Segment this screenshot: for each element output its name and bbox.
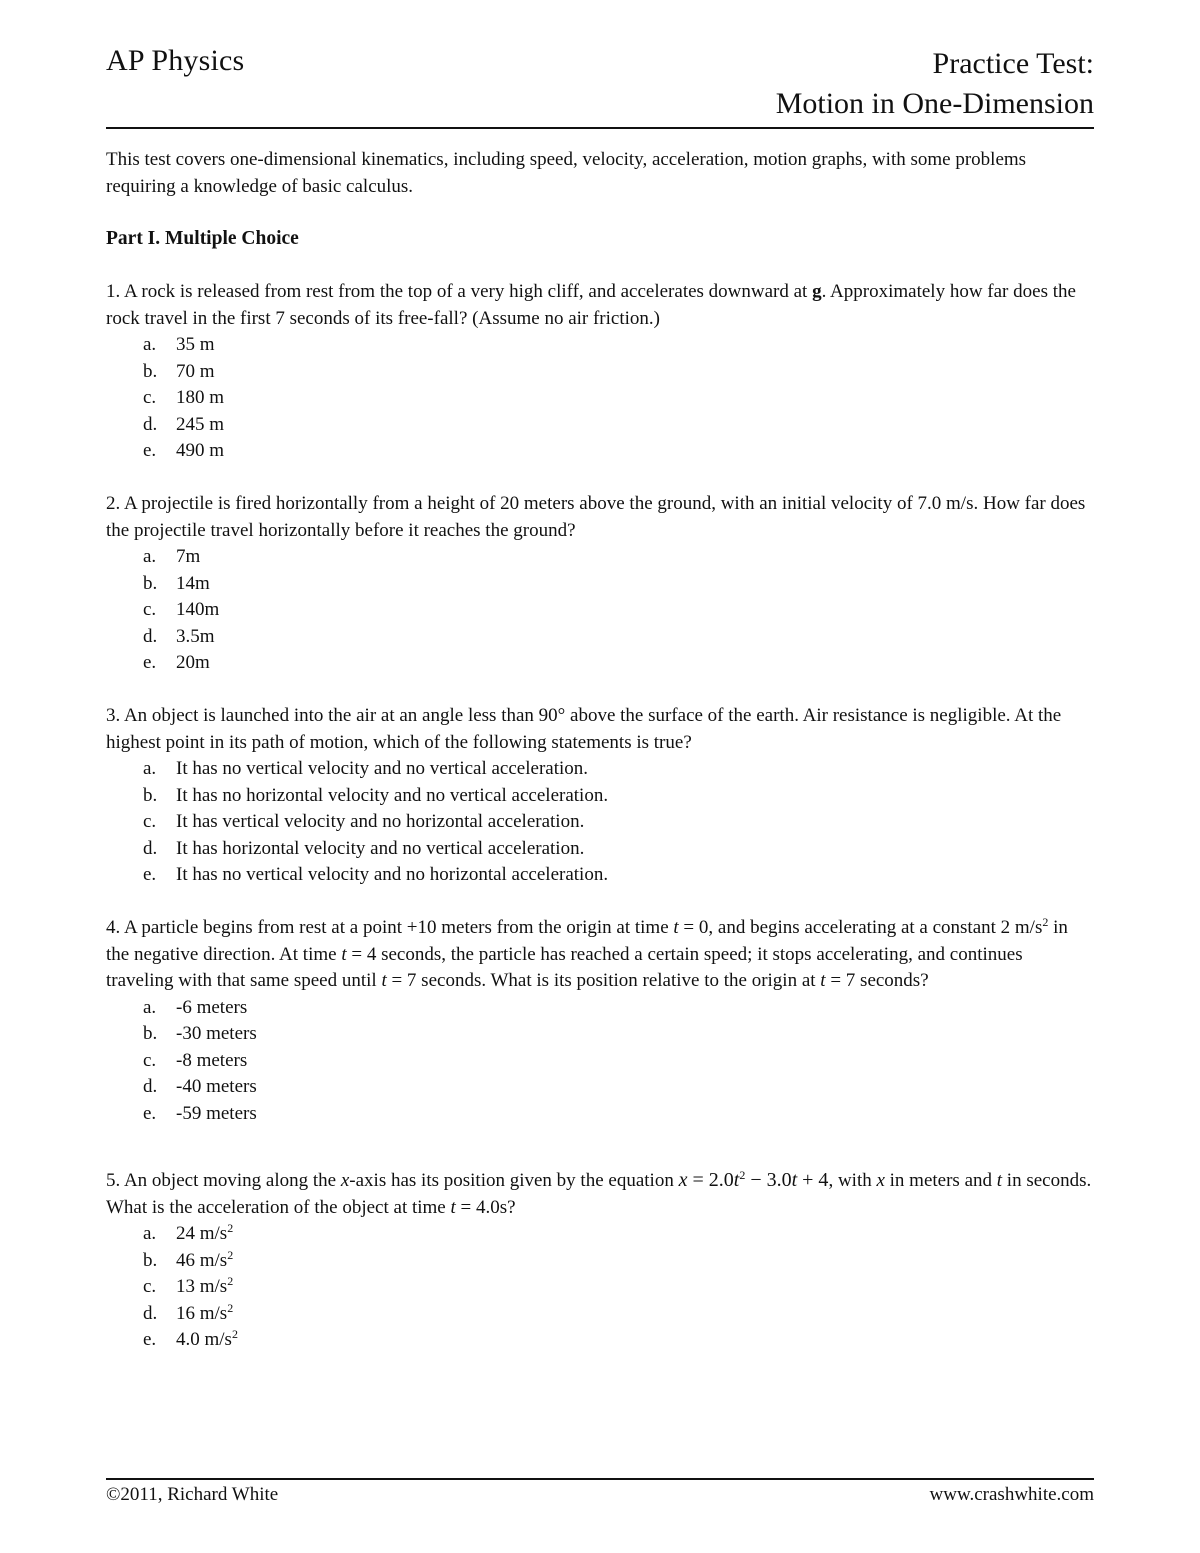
choice-value: 16 xyxy=(176,1302,195,1324)
unit-exponent: 2 xyxy=(227,1221,234,1235)
choice-text xyxy=(176,1221,233,1248)
choice-unit: m/s xyxy=(204,1329,232,1350)
choice-unit: m/s xyxy=(199,1223,228,1244)
choice-letter: c. xyxy=(143,1049,157,1071)
choice-text: -6 meters xyxy=(176,996,248,1018)
answer-choice xyxy=(143,783,1094,810)
choice-letter: a. xyxy=(143,546,157,567)
choice-letter: d. xyxy=(143,413,158,435)
answer-choice xyxy=(143,756,1094,783)
choice-text: 20m xyxy=(176,652,210,673)
intro-paragraph: This test covers one-dimensional kinematics, including speed, velocity, acceleration, motion graphs, with some problems requiring a knowledge of basic calculus. xyxy=(106,149,1027,197)
choice-text: 14m xyxy=(176,572,210,594)
answer-choice xyxy=(143,359,1094,386)
unit-exponent: 2 xyxy=(227,1247,234,1262)
choice-text: -8 meters xyxy=(176,1049,248,1071)
choice-letter: e. xyxy=(143,652,157,673)
choice-text xyxy=(176,1301,233,1328)
choice-unit: m/s xyxy=(199,1276,228,1297)
choice-text: It has vertical velocity and no horizontal acceleration. xyxy=(176,811,585,832)
test-content xyxy=(106,147,1094,1354)
question-text-part: A rock is released from rest from the top of a very high cliff, and accelerates downward at xyxy=(123,281,813,302)
copyright-notice: ©2011, Richard White xyxy=(106,1484,279,1505)
question-text-part: A projectile is fired horizontally from a height of 20 meters above the ground, with an initial velocity of 7.0 m/s. How far does the projectile travel horizontally before it reaches the ground? xyxy=(106,493,1086,541)
part-heading: Part I. Multiple Choice xyxy=(106,228,299,249)
answer-choices xyxy=(106,1221,1094,1354)
choice-letter: a. xyxy=(143,996,157,1018)
answer-choice xyxy=(143,836,1094,863)
equation-exponent: 2 xyxy=(739,1168,746,1182)
choice-letter: a. xyxy=(143,334,157,355)
choice-text: 35 m xyxy=(176,334,215,355)
unit-exponent: 2 xyxy=(227,1274,234,1288)
time-variable: t xyxy=(381,970,387,991)
question-text-part: . Approximately how far does the rock travel in the first 7 seconds of its free-fall? (Assume no air friction.) xyxy=(106,281,1076,329)
choice-text: 140m xyxy=(176,599,220,620)
x-variable: x xyxy=(876,1170,885,1191)
answer-choices xyxy=(106,544,1094,677)
choice-text: It has no vertical velocity and no horizontal acceleration. xyxy=(176,864,609,885)
website-link[interactable]: www.crashwhite.com xyxy=(929,1484,1094,1505)
choice-text: 490 m xyxy=(176,440,225,461)
choice-text: 180 m xyxy=(176,387,225,408)
question-text-part: An object is launched into the air at an angle less than 90° above the surface of the earth. Air resistance is negligible. At the highest point in its path of motion, which of the following statements is true? xyxy=(106,705,1062,753)
test-title xyxy=(776,44,1094,124)
test-title-line-1: Practice Test: xyxy=(932,47,1094,80)
answer-choice xyxy=(143,1301,1094,1328)
answer-choice xyxy=(143,1221,1094,1248)
choice-letter: b. xyxy=(143,784,158,806)
footer-divider xyxy=(106,1478,1094,1480)
answer-choice xyxy=(143,332,1094,359)
choice-value: 13 xyxy=(176,1276,195,1297)
choice-unit: m/s xyxy=(199,1249,228,1271)
header-divider xyxy=(106,127,1094,129)
question-text xyxy=(106,915,1094,995)
choice-text xyxy=(176,1327,238,1354)
choice-letter: c. xyxy=(143,811,157,832)
question-text xyxy=(106,703,1094,756)
choice-text xyxy=(176,1274,233,1301)
question-text-part: = 4 seconds, the particle has reached a certain speed; it stops accelerating, and continues traveling with that same speed until xyxy=(106,943,1023,991)
question-number: 3. xyxy=(106,705,121,726)
answer-choice xyxy=(143,544,1094,571)
answer-choice xyxy=(143,385,1094,412)
choice-text: It has horizontal velocity and no vertical acceleration. xyxy=(176,837,585,859)
choice-value: 24 xyxy=(176,1223,195,1244)
choice-letter: d. xyxy=(143,837,158,859)
question-number: 1. xyxy=(106,281,121,302)
question-text xyxy=(106,279,1094,332)
question-number: 2. xyxy=(106,493,121,514)
question-2 xyxy=(106,491,1094,677)
choice-letter: b. xyxy=(143,1023,158,1044)
question-text-part: in meters and xyxy=(884,1170,997,1191)
equation-t: t xyxy=(791,1169,798,1191)
choice-letter: a. xyxy=(143,1223,157,1244)
answer-choice xyxy=(143,1048,1094,1075)
answer-choice xyxy=(143,1248,1094,1275)
position-equation xyxy=(679,1169,829,1191)
course-title: AP Physics xyxy=(106,44,245,77)
question-text-part: A particle begins from rest at a point +10 meters from the origin at time xyxy=(123,917,674,938)
choice-text: 245 m xyxy=(176,413,225,435)
question-text xyxy=(106,1167,1094,1221)
question-number: 4. xyxy=(106,917,121,938)
answer-choice xyxy=(143,650,1094,677)
question-text-part: , with xyxy=(828,1170,877,1191)
question-text-part: = 0, and begins accelerating at a constant 2 m/s xyxy=(678,917,1043,938)
choice-value: 4.0 xyxy=(176,1329,200,1350)
question-3 xyxy=(106,703,1094,889)
question-number: 5. xyxy=(106,1170,121,1191)
time-variable: t xyxy=(341,943,347,965)
choice-letter: a. xyxy=(143,758,157,779)
question-text-part: An object moving along the xyxy=(123,1170,341,1191)
choice-letter: e. xyxy=(143,440,157,461)
choice-text: 7m xyxy=(176,546,201,567)
choice-letter: e. xyxy=(143,1102,157,1124)
equation-coef: = 2.0 xyxy=(687,1169,734,1191)
choice-value: 46 xyxy=(176,1249,195,1271)
choice-text: 3.5m xyxy=(176,625,215,647)
answer-choice xyxy=(143,1274,1094,1301)
choice-letter: d. xyxy=(143,1302,158,1324)
choice-letter: c. xyxy=(143,599,157,620)
squared-exponent: 2 xyxy=(1042,915,1049,929)
question-1 xyxy=(106,279,1094,465)
question-text-part: in seconds. What is the acceleration of the object at time xyxy=(106,1170,1092,1218)
choice-text: It has no horizontal velocity and no vertical acceleration. xyxy=(176,784,609,806)
question-text-part: = 7 seconds. What is its position relative to the origin at xyxy=(386,970,821,991)
equation-coef: − 3.0 xyxy=(745,1169,792,1191)
choice-text: It has no vertical velocity and no vertical acceleration. xyxy=(176,758,589,779)
equation-t: t xyxy=(733,1169,740,1191)
answer-choice xyxy=(143,624,1094,651)
question-5 xyxy=(106,1167,1094,1354)
choice-letter: d. xyxy=(143,625,158,647)
unit-exponent: 2 xyxy=(227,1300,234,1315)
choice-letter: c. xyxy=(143,1276,157,1297)
gravity-symbol: g xyxy=(812,281,822,302)
answer-choice xyxy=(143,1074,1094,1101)
answer-choice xyxy=(143,1101,1094,1128)
question-text-part: in the negative direction. At time xyxy=(106,917,1068,965)
answer-choice xyxy=(143,1021,1094,1048)
time-variable: t xyxy=(820,970,826,991)
answer-choice xyxy=(143,995,1094,1022)
test-title-line-2: Motion in One-Dimension xyxy=(775,87,1094,120)
choice-letter: e. xyxy=(143,864,157,885)
x-variable: x xyxy=(340,1170,350,1191)
answer-choice xyxy=(143,809,1094,836)
choice-text: -40 meters xyxy=(176,1076,257,1097)
answer-choices xyxy=(106,995,1094,1128)
choice-text: 70 m xyxy=(176,360,215,382)
answer-choice xyxy=(143,571,1094,598)
answer-choices xyxy=(106,332,1094,465)
time-variable: t xyxy=(450,1196,456,1218)
time-variable: t xyxy=(996,1170,1003,1191)
choice-letter: d. xyxy=(143,1076,158,1097)
page-header xyxy=(106,40,1094,128)
choice-letter: b. xyxy=(143,360,158,382)
document-page xyxy=(106,0,1094,1553)
choice-text: -30 meters xyxy=(176,1023,257,1044)
equation-x: x xyxy=(678,1169,688,1191)
answer-choice xyxy=(143,438,1094,465)
question-text-part: = 4.0s? xyxy=(455,1196,516,1218)
choice-text: -59 meters xyxy=(176,1102,257,1124)
answer-choice xyxy=(143,862,1094,889)
choice-text xyxy=(176,1248,233,1275)
answer-choice xyxy=(143,597,1094,624)
choice-letter: b. xyxy=(143,1249,158,1271)
question-text-part: = 7 seconds? xyxy=(825,970,929,991)
choice-letter: c. xyxy=(143,387,157,408)
question-4 xyxy=(106,915,1094,1127)
answer-choice xyxy=(143,412,1094,439)
choice-letter: b. xyxy=(143,572,158,594)
unit-exponent: 2 xyxy=(231,1327,238,1341)
time-variable: t xyxy=(673,917,679,938)
equation-constant: + 4 xyxy=(797,1169,829,1191)
question-text-part: -axis has its position given by the equation xyxy=(349,1170,679,1191)
answer-choices xyxy=(106,756,1094,889)
answer-choice xyxy=(143,1327,1094,1354)
question-text xyxy=(106,491,1094,544)
choice-letter: e. xyxy=(143,1329,157,1350)
choice-unit: m/s xyxy=(199,1302,228,1324)
